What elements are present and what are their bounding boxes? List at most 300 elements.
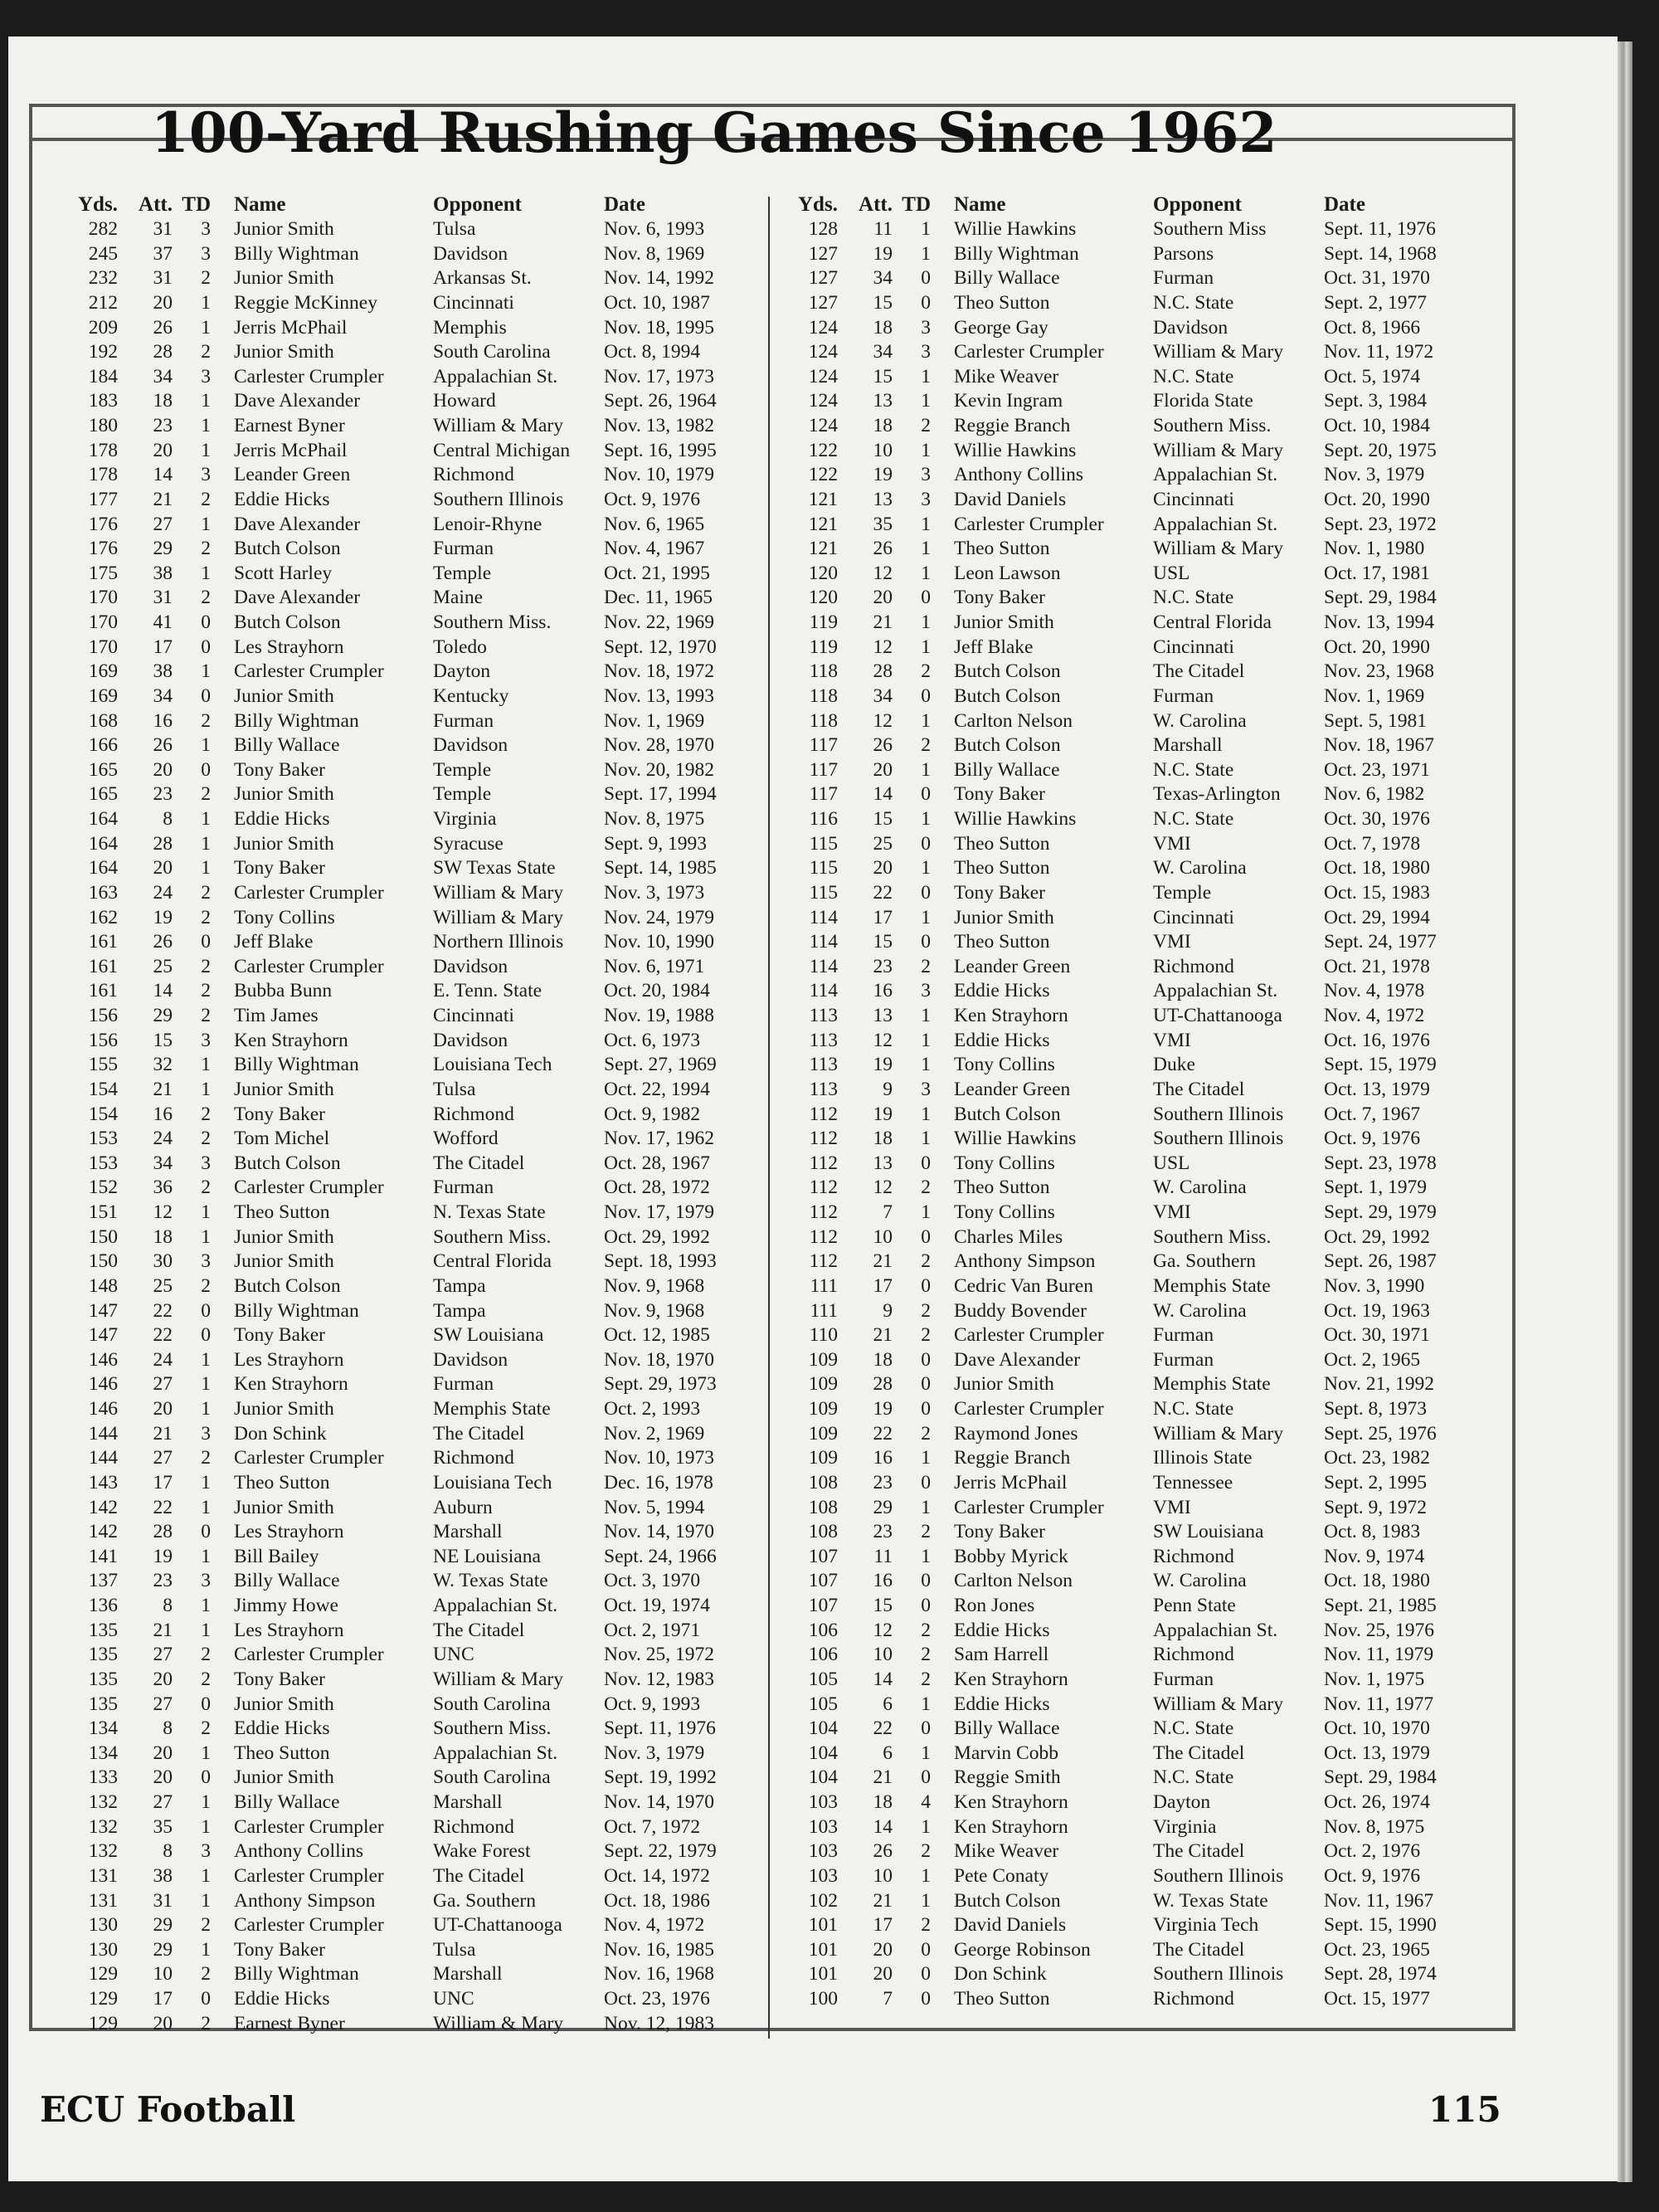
cell-name: Eddie Hicks <box>954 1619 1050 1641</box>
cell-date: Oct. 20, 1990 <box>1324 488 1430 510</box>
table-row <box>798 1397 1503 1422</box>
table-row <box>78 1889 783 1914</box>
cell-opponent: Furman <box>1153 1668 1214 1690</box>
cell-date: Nov. 1, 1980 <box>1324 538 1425 560</box>
cell-date: Sept. 29, 1984 <box>1324 587 1437 609</box>
cell-att: 10 <box>153 1963 173 1985</box>
cell-opponent: The Citadel <box>433 1152 525 1174</box>
cell-date: Nov. 11, 1977 <box>1324 1693 1434 1715</box>
cell-td: 1 <box>201 1889 211 1912</box>
cell-date: Sept. 11, 1976 <box>1324 218 1436 240</box>
cell-att: 13 <box>873 1152 893 1174</box>
cell-td: 0 <box>201 1521 211 1543</box>
cell-att: 20 <box>153 1668 173 1690</box>
table-row <box>798 1594 1503 1619</box>
cell-name: Eddie Hicks <box>234 808 330 830</box>
cell-opponent: N.C. State <box>1153 587 1234 609</box>
table-row <box>798 856 1503 881</box>
cell-opponent: Tulsa <box>433 1078 476 1100</box>
table-row <box>798 758 1503 783</box>
cell-opponent: Memphis State <box>1153 1373 1271 1396</box>
cell-opponent: UNC <box>433 1988 474 2010</box>
cell-name: Eddie Hicks <box>954 980 1050 1002</box>
cell-att: 35 <box>153 1815 173 1838</box>
cell-date: Sept. 20, 1975 <box>1324 439 1437 461</box>
table-row <box>798 1274 1503 1299</box>
cell-opponent: The Citadel <box>1153 660 1245 683</box>
table-row <box>78 1250 783 1274</box>
cell-yds: 131 <box>88 1889 118 1912</box>
table-row <box>78 1987 783 2012</box>
cell-name: Willie Hawkins <box>954 808 1077 830</box>
table-row <box>798 340 1503 365</box>
table-row <box>78 488 783 513</box>
cell-date: Oct. 8, 1983 <box>1324 1521 1421 1543</box>
cell-yds: 109 <box>808 1447 838 1469</box>
cell-name: Carlester Crumpler <box>234 1864 384 1887</box>
cell-td: 0 <box>201 1988 211 2010</box>
cell-att: 12 <box>873 636 893 658</box>
table-row <box>78 782 783 807</box>
cell-opponent: South Carolina <box>433 1693 551 1715</box>
cell-date: Nov. 16, 1968 <box>604 1963 714 1985</box>
cell-att: 10 <box>873 1644 893 1666</box>
cell-td: 2 <box>201 1103 211 1125</box>
table-row <box>78 242 783 267</box>
table-row <box>78 1913 783 1938</box>
table-row <box>798 906 1503 931</box>
cell-date: Oct. 23, 1976 <box>604 1988 710 2010</box>
cell-td: 1 <box>921 1029 931 1051</box>
table-row <box>78 709 783 734</box>
cell-td: 0 <box>921 685 931 707</box>
cell-td: 1 <box>201 1225 211 1248</box>
cell-name: Carlester Crumpler <box>234 1815 384 1838</box>
cell-yds: 147 <box>88 1299 118 1322</box>
cell-name: Billy Wallace <box>234 734 340 757</box>
cell-td: 1 <box>201 1054 211 1076</box>
cell-opponent: VMI <box>1153 832 1191 855</box>
cell-opponent: Southern Miss. <box>1153 415 1272 436</box>
cell-yds: 112 <box>809 1128 838 1150</box>
cell-yds: 105 <box>808 1668 838 1690</box>
cell-date: Oct. 23, 1965 <box>1324 1938 1430 1961</box>
cell-yds: 101 <box>808 1963 838 1985</box>
cell-td: 0 <box>921 783 931 806</box>
cell-td: 1 <box>921 513 931 535</box>
cell-opponent: Dayton <box>1153 1791 1211 1813</box>
cell-date: Oct. 14, 1972 <box>604 1864 710 1887</box>
table-row <box>78 611 783 636</box>
cell-att: 17 <box>153 636 173 658</box>
cell-name: Tony Baker <box>234 1324 325 1347</box>
cell-name: Tony Baker <box>954 1521 1045 1543</box>
cell-att: 12 <box>873 1029 893 1051</box>
cell-td: 1 <box>201 390 211 412</box>
table-row <box>798 389 1503 414</box>
cell-yds: 114 <box>809 906 838 928</box>
table-row <box>798 1815 1503 1840</box>
cell-yds: 150 <box>88 1250 118 1273</box>
table-row <box>798 685 1503 709</box>
cell-date: Nov. 9, 1968 <box>604 1299 705 1322</box>
cell-td: 1 <box>921 1545 931 1567</box>
cell-yds: 135 <box>88 1619 118 1641</box>
cell-name: Tony Collins <box>954 1054 1055 1076</box>
cell-opponent: William & Mary <box>433 906 563 928</box>
cell-name: Eddie Hicks <box>234 1717 330 1740</box>
cell-yds: 107 <box>808 1545 838 1567</box>
cell-date: Sept. 24, 1977 <box>1324 931 1437 953</box>
cell-yds: 177 <box>88 488 118 510</box>
header-date: Date <box>1324 193 1365 216</box>
cell-name: Reggie Branch <box>954 415 1071 436</box>
cell-name: Leander Green <box>954 1078 1071 1100</box>
cell-opponent: Syracuse <box>433 832 504 855</box>
cell-name: David Daniels <box>954 1914 1067 1937</box>
cell-date: Nov. 22, 1969 <box>604 611 714 633</box>
table-row <box>798 1717 1503 1742</box>
cell-att: 21 <box>153 1078 173 1100</box>
cell-name: Jerris McPhail <box>954 1471 1068 1493</box>
cell-att: 14 <box>873 1815 893 1838</box>
cell-name: Tony Collins <box>954 1201 1055 1223</box>
cell-td: 0 <box>921 881 931 904</box>
cell-att: 19 <box>153 1545 173 1567</box>
cell-att: 15 <box>873 1595 893 1616</box>
cell-name: Ken Strayhorn <box>954 1668 1068 1690</box>
cell-td: 2 <box>201 1128 211 1150</box>
cell-td: 2 <box>201 1005 211 1026</box>
table-row <box>798 1176 1503 1201</box>
cell-name: Junior Smith <box>954 906 1054 928</box>
cell-att: 28 <box>153 1521 173 1543</box>
cell-td: 2 <box>921 1177 931 1199</box>
cell-opponent: Arkansas St. <box>433 267 532 290</box>
cell-opponent: Appalachian St. <box>433 365 558 387</box>
table-row <box>798 733 1503 758</box>
cell-td: 0 <box>201 1766 211 1789</box>
cell-td: 1 <box>921 242 931 265</box>
cell-date: Oct. 6, 1973 <box>604 1029 701 1051</box>
cell-opponent: Central Michigan <box>433 439 571 461</box>
cell-opponent: Temple <box>1153 881 1212 904</box>
table-header <box>798 192 1503 217</box>
page-edge <box>1618 41 1632 2182</box>
table-row <box>78 1446 783 1471</box>
cell-date: Oct. 9, 1976 <box>604 488 701 510</box>
table-row <box>78 365 783 390</box>
cell-date: Nov. 6, 1982 <box>1324 783 1425 806</box>
cell-name: Butch Colson <box>954 1889 1061 1912</box>
cell-yds: 114 <box>809 931 838 953</box>
cell-date: Nov. 3, 1973 <box>604 881 705 904</box>
table-row <box>798 586 1503 611</box>
cell-name: Junior Smith <box>234 832 334 855</box>
cell-name: Tony Baker <box>234 1103 325 1125</box>
cell-yds: 165 <box>88 783 118 806</box>
cell-yds: 164 <box>88 832 118 855</box>
cell-td: 3 <box>201 242 211 265</box>
cell-opponent: N.C. State <box>1153 1398 1234 1420</box>
cell-opponent: VMI <box>1153 931 1191 953</box>
cell-td: 1 <box>201 1471 211 1493</box>
cell-td: 0 <box>201 758 211 781</box>
cell-name: Leon Lawson <box>954 562 1061 584</box>
cell-att: 22 <box>153 1496 173 1518</box>
cell-yds: 132 <box>88 1840 118 1863</box>
cell-yds: 103 <box>808 1815 838 1838</box>
table-row <box>78 1962 783 1987</box>
cell-opponent: Southern Illinois <box>1153 1963 1284 1985</box>
table-row <box>78 1839 783 1864</box>
cell-name: Jeff Blake <box>954 636 1034 658</box>
cell-yds: 135 <box>88 1693 118 1715</box>
cell-opponent: Furman <box>433 1373 494 1396</box>
cell-td: 2 <box>921 1250 931 1273</box>
cell-yds: 112 <box>809 1103 838 1125</box>
cell-name: Junior Smith <box>234 1398 334 1420</box>
cell-yds: 119 <box>809 611 838 633</box>
cell-yds: 142 <box>88 1496 118 1518</box>
table-row <box>78 513 783 538</box>
cell-name: Carlester Crumpler <box>234 1644 384 1666</box>
table-row <box>798 1619 1503 1644</box>
cell-date: Oct. 30, 1971 <box>1324 1324 1430 1347</box>
cell-att: 22 <box>153 1299 173 1322</box>
cell-name: Billy Wightman <box>234 1054 359 1076</box>
cell-opponent: William & Mary <box>1153 341 1283 363</box>
cell-date: Sept. 18, 1993 <box>604 1250 717 1273</box>
cell-opponent: Marshall <box>1153 734 1223 757</box>
cell-yds: 115 <box>809 881 838 904</box>
cell-att: 22 <box>873 1717 893 1740</box>
table-row <box>78 1545 783 1570</box>
cell-td: 0 <box>921 1595 931 1616</box>
cell-td: 0 <box>201 1693 211 1715</box>
cell-opponent: Furman <box>433 1177 494 1199</box>
cell-opponent: W. Carolina <box>1153 1299 1247 1322</box>
cell-yds: 183 <box>88 390 118 412</box>
cell-att: 13 <box>873 1005 893 1026</box>
cell-name: Tony Baker <box>234 857 325 879</box>
cell-date: Oct. 19, 1974 <box>604 1595 710 1616</box>
cell-name: Billy Wallace <box>234 1791 340 1813</box>
cell-opponent: N.C. State <box>1153 291 1234 314</box>
cell-att: 21 <box>153 1422 173 1445</box>
cell-yds: 121 <box>808 488 838 510</box>
cell-date: Nov. 5, 1994 <box>604 1496 705 1518</box>
cell-td: 1 <box>921 906 931 928</box>
cell-date: Nov. 21, 1992 <box>1324 1373 1434 1396</box>
cell-date: Sept. 16, 1995 <box>604 439 717 461</box>
cell-yds: 127 <box>808 242 838 265</box>
cell-td: 3 <box>201 1152 211 1174</box>
cell-yds: 129 <box>88 1988 118 2010</box>
cell-opponent: N.C. State <box>1153 808 1234 830</box>
cell-date: Nov. 18, 1970 <box>604 1348 714 1371</box>
cell-att: 22 <box>153 1324 173 1347</box>
cell-date: Nov. 14, 1970 <box>604 1521 714 1543</box>
cell-date: Nov. 19, 1988 <box>604 1005 714 1026</box>
cell-att: 29 <box>153 1005 173 1026</box>
cell-name: Carlester Crumpler <box>954 513 1104 535</box>
cell-opponent: Cincinnati <box>1153 488 1234 510</box>
cell-name: Earnest Byner <box>234 415 345 436</box>
table-row <box>78 1643 783 1668</box>
cell-att: 13 <box>873 488 893 510</box>
cell-date: Oct. 8, 1966 <box>1324 316 1421 339</box>
cell-yds: 114 <box>809 980 838 1002</box>
cell-name: Junior Smith <box>234 783 334 806</box>
cell-att: 38 <box>153 660 173 683</box>
cell-name: Junior Smith <box>234 1250 334 1273</box>
table-row <box>798 1742 1503 1766</box>
cell-date: Nov. 28, 1970 <box>604 734 714 757</box>
cell-name: Tony Collins <box>954 1152 1055 1174</box>
cell-opponent: Penn State <box>1153 1595 1236 1616</box>
cell-opponent: N.C. State <box>1153 1717 1234 1740</box>
cell-date: Oct. 20, 1990 <box>1324 636 1430 658</box>
cell-yds: 147 <box>88 1324 118 1347</box>
cell-opponent: Temple <box>433 758 492 781</box>
table-row <box>798 1962 1503 1987</box>
cell-yds: 118 <box>809 660 838 683</box>
cell-yds: 114 <box>809 955 838 977</box>
cell-name: Billy Wightman <box>234 242 359 265</box>
cell-date: Nov. 25, 1972 <box>604 1644 714 1666</box>
cell-att: 10 <box>873 1864 893 1887</box>
cell-td: 2 <box>201 1963 211 1985</box>
cell-date: Oct. 9, 1976 <box>1324 1128 1421 1150</box>
cell-td: 1 <box>201 1619 211 1641</box>
cell-date: Sept. 23, 1972 <box>1324 513 1437 535</box>
table-row <box>78 685 783 709</box>
cell-date: Sept. 2, 1977 <box>1324 291 1428 314</box>
cell-name: Eddie Hicks <box>234 1988 330 2010</box>
cell-att: 27 <box>153 1373 173 1396</box>
cell-td: 1 <box>921 611 931 633</box>
cell-date: Nov. 17, 1973 <box>604 365 714 387</box>
cell-yds: 109 <box>808 1398 838 1420</box>
cell-date: Nov. 24, 1979 <box>604 906 714 928</box>
cell-opponent: Central Florida <box>1153 611 1272 633</box>
cell-date: Sept. 27, 1969 <box>604 1054 717 1076</box>
cell-name: Tony Baker <box>234 1668 325 1690</box>
cell-yds: 103 <box>808 1791 838 1813</box>
cell-opponent: Florida State <box>1153 390 1253 412</box>
cell-td: 1 <box>201 832 211 855</box>
cell-yds: 113 <box>809 1078 838 1100</box>
cell-date: Oct. 2, 1965 <box>1324 1348 1421 1371</box>
cell-att: 14 <box>873 1668 893 1690</box>
cell-att: 8 <box>163 1595 173 1616</box>
cell-name: Tony Baker <box>954 881 1045 904</box>
cell-name: Theo Sutton <box>954 1988 1050 2010</box>
cell-name: Les Strayhorn <box>234 1619 344 1641</box>
cell-att: 15 <box>873 365 893 387</box>
cell-opponent: UT-Chattanooga <box>1153 1005 1282 1026</box>
cell-name: Eddie Hicks <box>954 1693 1050 1715</box>
cell-opponent: NE Louisiana <box>433 1545 541 1567</box>
cell-opponent: Memphis State <box>1153 1274 1271 1297</box>
cell-td: 1 <box>201 291 211 314</box>
cell-date: Sept. 15, 1990 <box>1324 1914 1437 1937</box>
cell-td: 1 <box>201 562 211 584</box>
cell-yds: 232 <box>88 267 118 290</box>
header-att: Att. <box>139 193 173 216</box>
header-date: Date <box>604 193 645 216</box>
cell-opponent: Texas-Arlington <box>1153 783 1281 806</box>
cell-att: 24 <box>153 1348 173 1371</box>
cell-att: 6 <box>883 1693 893 1715</box>
cell-td: 1 <box>921 1201 931 1223</box>
cell-opponent: Toledo <box>433 636 487 658</box>
cell-yds: 112 <box>809 1201 838 1223</box>
cell-name: Bobby Myrick <box>954 1545 1068 1567</box>
cell-name: Scott Harley <box>234 562 333 584</box>
table-row <box>798 1938 1503 1963</box>
cell-name: Theo Sutton <box>234 1471 330 1493</box>
cell-date: Oct. 30, 1976 <box>1324 808 1430 830</box>
cell-td: 2 <box>921 1668 931 1690</box>
cell-yds: 155 <box>88 1054 118 1076</box>
cell-att: 21 <box>873 611 893 633</box>
cell-date: Sept. 22, 1979 <box>604 1840 717 1863</box>
cell-date: Nov. 4, 1978 <box>1324 980 1425 1002</box>
cell-att: 16 <box>153 709 173 732</box>
cell-td: 2 <box>201 783 211 806</box>
cell-name: Charles Miles <box>954 1225 1063 1248</box>
cell-td: 1 <box>201 660 211 683</box>
cell-td: 0 <box>201 931 211 953</box>
cell-td: 1 <box>201 1496 211 1518</box>
cell-opponent: W. Carolina <box>1153 709 1247 732</box>
table-row <box>78 1078 783 1103</box>
cell-name: Billy Wallace <box>234 1570 340 1592</box>
cell-td: 1 <box>921 1054 931 1076</box>
table-row <box>798 709 1503 734</box>
cell-att: 26 <box>873 538 893 560</box>
cell-yds: 134 <box>88 1717 118 1740</box>
cell-opponent: W. Carolina <box>1153 1570 1247 1592</box>
cell-yds: 124 <box>808 316 838 339</box>
cell-att: 17 <box>873 906 893 928</box>
cell-date: Sept. 8, 1973 <box>1324 1398 1428 1420</box>
cell-att: 18 <box>873 1348 893 1371</box>
cell-td: 1 <box>921 1742 931 1764</box>
cell-opponent: Auburn <box>433 1496 493 1518</box>
cell-att: 8 <box>163 1717 173 1740</box>
cell-date: Nov. 17, 1979 <box>604 1201 714 1223</box>
cell-name: Tim James <box>234 1005 319 1026</box>
cell-name: Butch Colson <box>234 1152 341 1174</box>
cell-yds: 133 <box>88 1766 118 1789</box>
cell-td: 1 <box>201 316 211 339</box>
cell-td: 1 <box>921 1815 931 1838</box>
cell-td: 1 <box>921 808 931 830</box>
cell-date: Nov. 16, 1985 <box>604 1938 714 1961</box>
cell-yds: 119 <box>809 636 838 658</box>
cell-td: 1 <box>201 513 211 535</box>
cell-att: 12 <box>153 1201 173 1223</box>
table-row <box>798 1520 1503 1545</box>
cell-yds: 122 <box>808 439 838 461</box>
table-row <box>798 955 1503 980</box>
table-row <box>78 439 783 464</box>
table-row <box>78 291 783 316</box>
cell-opponent: UT-Chattanooga <box>433 1914 562 1937</box>
